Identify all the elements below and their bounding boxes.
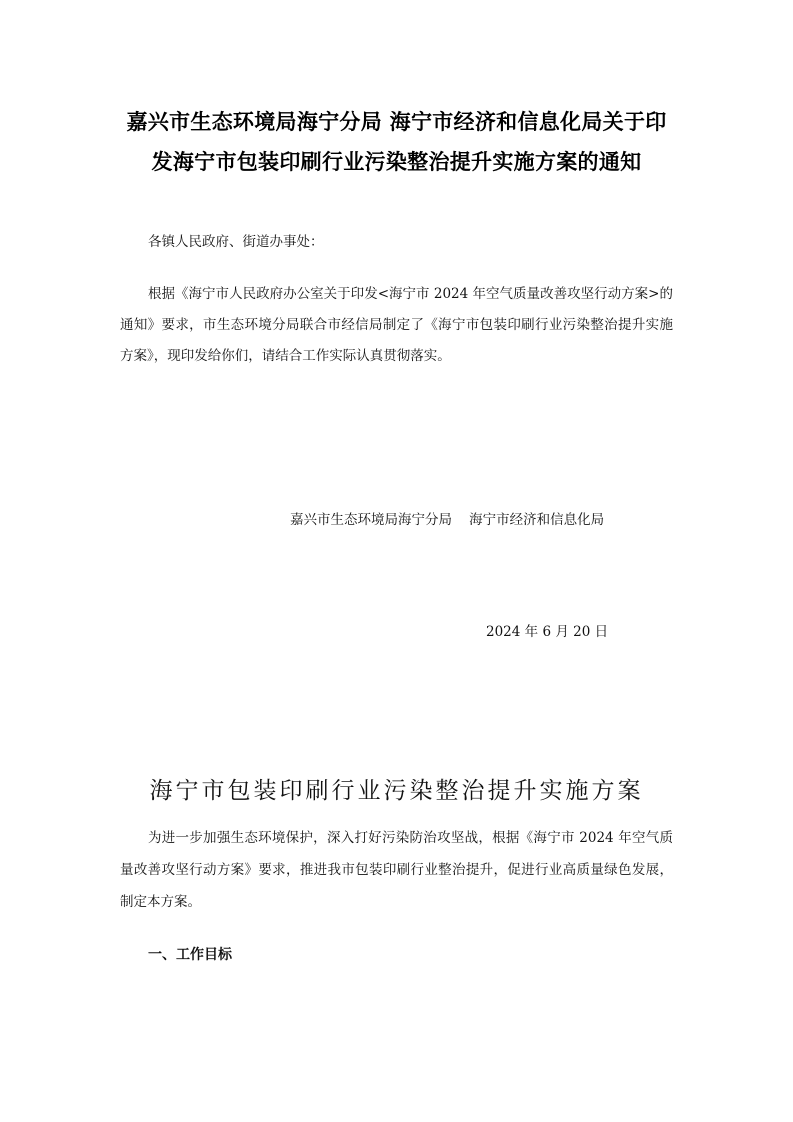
salutation: 各镇人民政府、街道办事处： <box>148 234 324 250</box>
body-line-3: 方案》，现印发给你们，请结合工作实际认真贯彻落实。 <box>120 348 451 364</box>
notice-title-line-2: 发海宁市包装印刷行业污染整治提升实施方案的通知 <box>151 150 642 174</box>
intro-line-3: 制定本方案。 <box>120 894 201 910</box>
intro-line-2: 量改善攻坚行动方案》要求，推进我市包装印刷行业整治提升，促进行业高质量绿色发展， <box>120 862 673 878</box>
body-line-1: 根据《海宁市人民政府办公室关于印发<海宁市 2024 年空气质量改善攻坚行动方案>的 <box>148 286 673 302</box>
intro-line-1: 为进一步加强生态环境保护，深入打好污染防治攻坚战，根据《海宁市 2024 年空气质 <box>148 830 673 846</box>
signature: 嘉兴市生态环境局海宁分局 海宁市经济和信息化局 <box>290 512 605 528</box>
section-heading-work-goals: 一、工作目标 <box>148 947 232 963</box>
date: 2024 年 6 月 20 日 <box>486 624 609 640</box>
notice-title-line-1: 嘉兴市生态环境局海宁分局 海宁市经济和信息化局关于印 <box>126 110 667 134</box>
plan-title: 海宁市包装印刷行业污染整治提升实施方案 <box>149 778 644 804</box>
body-line-2: 通知》要求，市生态环境分局联合市经信局制定了《海宁市包装印刷行业污染整治提升实施 <box>120 317 673 333</box>
